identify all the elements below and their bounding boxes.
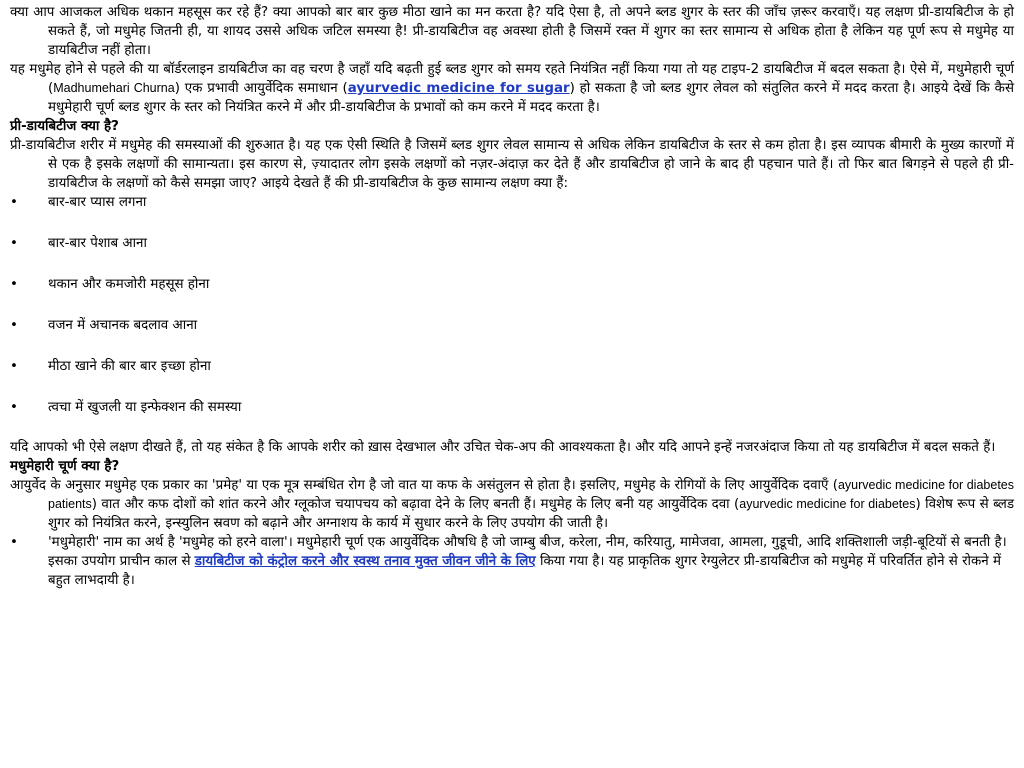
list-item — [10, 193, 1014, 212]
product-name-latin: Madhumehari Churna — [53, 81, 175, 95]
ayurvedic-medicine-for-sugar-link[interactable]: ayurvedic medicine for sugar — [347, 81, 570, 96]
madhumehari-list — [10, 533, 1014, 590]
bullet-icon: • — [10, 359, 18, 374]
latin-term: ayurvedic medicine for diabetes — [739, 497, 916, 511]
list-item — [10, 398, 1014, 417]
text-run: 'मधुमेहारी' नाम का अर्थ है 'मधुमेह को हरने वाला'। मधुमेहारी चूर्ण एक आयुर्वेदिक औषधि है जो जाम्बु बीज, करेला, नीम, करियातु, मामेजवा, आमला, गुडूची, आदि शक्तिशाली जड़ी-बूटियों से बनती है। इसका उपयोग प्राचीन काल से — [48, 535, 1007, 569]
symptom-text: त्वचा में खुजली या इन्फेक्शन की समस्या — [48, 400, 242, 415]
text-run: यह मधुमेह होने से पहले की या बॉर्डरलाइन डायबिटीज का वह चरण है जहाँ यदि बढ़ती हुई ब्लड शुगर को समय रहते नियंत्रित नहीं किया गया तो यह टाइप-2 डायबिटीज में बदल सकता है। ऐसे में, मधुमेहारी चूर्ण ( — [10, 62, 1014, 96]
text-run: ) विशेष रूप से ब्लड शुगर को नियंत्रित करने, इन्स्युलिन स्रवण को बढ़ाने और अग्नाशय के कार्य में सुधार करने के लिए उपयोग की जाती है। — [48, 497, 1014, 531]
symptom-text: बार-बार प्यास लगना — [48, 195, 147, 210]
section-heading-prediabetes: प्री-डायबिटीज क्या है? — [10, 119, 119, 134]
text-run: ) हो सकता है जो ब्लड शुगर लेवल को संतुलित करने में मदद करता है। आइये देखें कि कैसे मधुमेहारी चूर्ण ब्लड शुगर के स्तर को नियंत्रित करने में और प्री-डायबिटीज के प्रभावों को कम करने में मदद करता है। — [48, 81, 1014, 115]
list-item — [10, 533, 1014, 590]
section-heading-madhumehari: मधुमेहारी चूर्ण क्या है? — [10, 459, 120, 474]
diabetes-control-link[interactable]: डायबिटीज को कंट्रोल करने और स्वस्थ तनाव मुक्त जीवन जीने के लिए — [194, 554, 536, 569]
prediabetes-paragraph: प्री-डायबिटीज शरीर में मधुमेह की समस्याओं की शुरुआत है। यह एक ऐसी स्थिति है जिसमें ब्लड शुगर लेवल सामान्य से अधिक लेकिन डायबिटीज के स्तर से कम होता है। इस व्यापक बीमारी के मुख्य कारणों में से एक है इसके लक्षणों की सामान्यता। इस कारण से, ज़्यादातर लोग इसके लक्षणों को नज़र-अंदाज़ कर देते हैं और डायबिटीज हो जाने के बाद ही पहचान पाते हैं। तो फिर बात बिगड़ने से पहले ही प्री-डायबिटीज के लक्षणों को कैसे समझा जाए? आइये देखते हैं की प्री-डायबिटीज के कुछ सामान्य लक्षण क्या हैं: — [10, 138, 1014, 191]
symptom-text: मीठा खाने की बार बार इच्छा होना — [48, 359, 211, 374]
symptoms-conclusion-paragraph: यदि आपको भी ऐसे लक्षण दीखते हैं, तो यह संकेत है कि आपके शरीर को ख़ास देखभाल और उचित चेक-अप की आवश्यकता है। और यदि आपने इन्हें नजरअंदाज किया तो यह डायबिटीज में बदल सकते हैं। — [10, 440, 996, 455]
bullet-icon: • — [10, 535, 18, 550]
ayurveda-paragraph — [10, 476, 1014, 533]
latin-term: ayurvedic medicine for diabetes patients — [48, 478, 1014, 511]
symptom-text: बार-बार पेशाब आना — [48, 236, 147, 251]
text-run: ) वात और कफ दोशों को शांत करने और ग्लूकोज चयापचय को बढ़ावा देने के लिए बनती हैं। मधुमेह के लिए बनी यह आयुर्वेदिक दवा ( — [91, 497, 740, 512]
text-run: किया गया है। यह प्राकृतिक शुगर रेग्युलेटर प्री-डायबिटीज को मधुमेह में परिवर्तित होने से रोकने में बहुत लाभदायी है। — [48, 554, 1001, 588]
bullet-icon: • — [10, 318, 18, 333]
bullet-icon: • — [10, 277, 18, 292]
list-item — [10, 275, 1014, 294]
intro-paragraph: क्या आप आजकल अधिक थकान महसूस कर रहे हैं? क्या आपको बार बार कुछ मीठा खाने का मन करता है? यदि ऐसा है, तो अपने ब्लड शुगर के स्तर की जाँच ज़रूर करवाएँ। यह लक्षण प्री-डायबिटीज के हो सकते हैं, जो मधुमेह जितनी ही, या शायद उससे अधिक जटिल समस्या है! प्री-डायबिटीज वह अवस्था होती है जिसमें रक्त में शुगर का स्तर सामान्य से अधिक होता है लेकिन यह पूर्ण रूप से मधुमेह या डायबिटीज नहीं होता। — [10, 5, 1014, 58]
symptom-text: थकान और कमजोरी महसूस होना — [48, 277, 210, 292]
bullet-icon: • — [10, 195, 18, 210]
list-item — [10, 234, 1014, 253]
symptom-list — [10, 193, 1014, 417]
intro-paragraph-2 — [10, 60, 1014, 117]
list-item — [10, 316, 1014, 335]
symptom-text: वजन में अचानक बदलाव आना — [48, 318, 198, 333]
list-item — [10, 357, 1014, 376]
bullet-icon: • — [10, 236, 18, 251]
bullet-icon: • — [10, 400, 18, 415]
text-run: ) एक प्रभावी आयुर्वेदिक समाधान ( — [174, 81, 348, 96]
text-run: आयुर्वेद के अनुसार मधुमेह एक प्रकार का 'प्रमेह' या एक मूत्र सम्बंधित रोग है जो वात या कफ के असंतुलन से होता है। इसलिए, मधुमेह के रोगियों के लिए आयुर्वेदिक दवाएँ ( — [10, 478, 838, 493]
